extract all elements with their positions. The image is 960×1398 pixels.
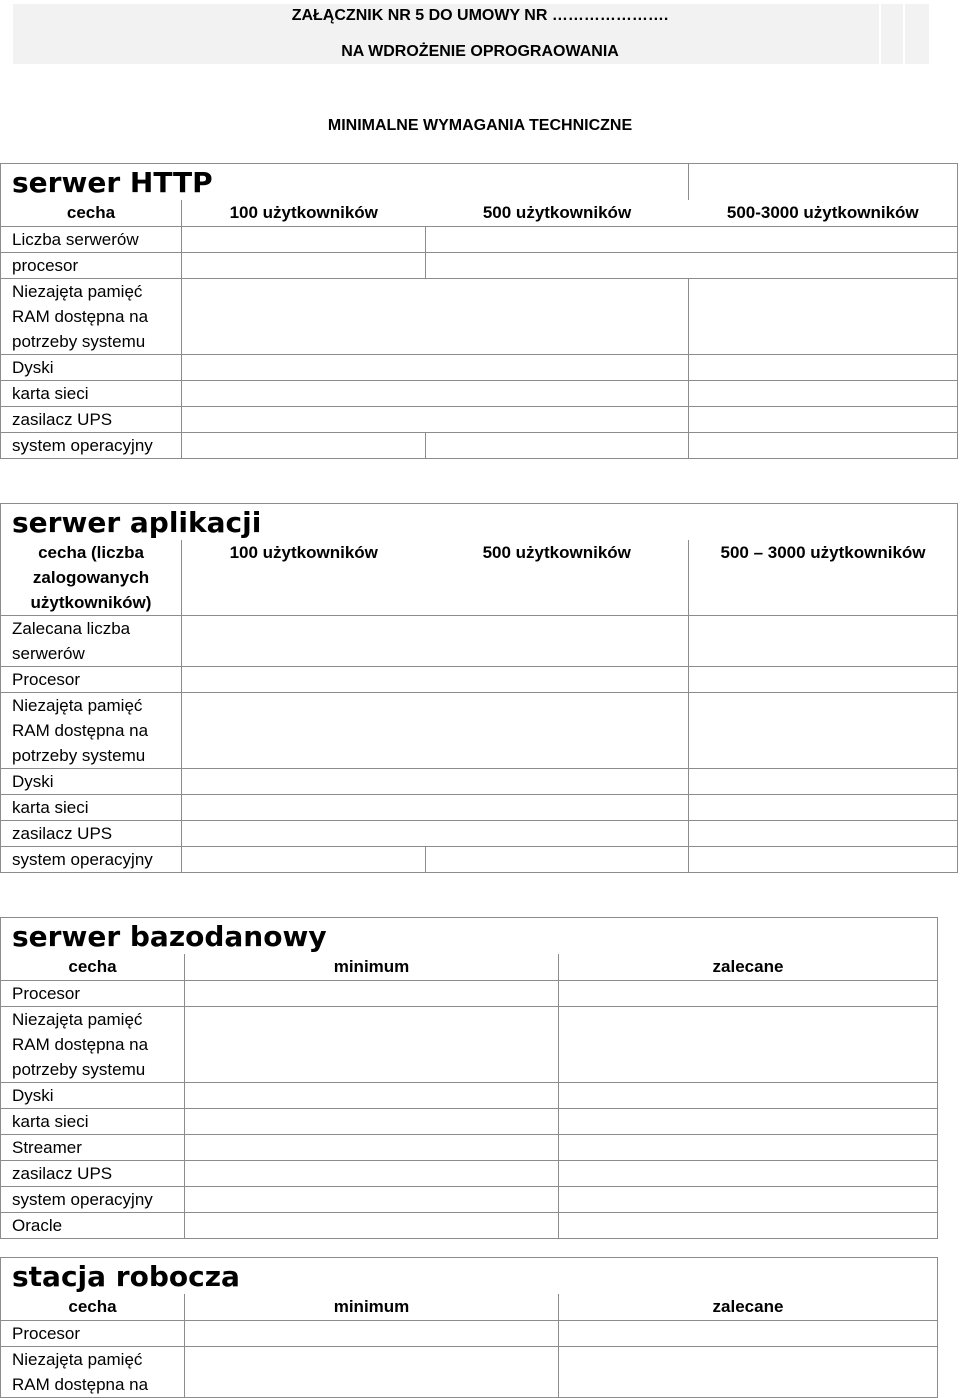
cell: [182, 847, 426, 873]
column-header: cecha (liczba zalogowanych użytkowników): [1, 540, 182, 616]
cell: [182, 354, 689, 380]
cell: [185, 1212, 559, 1238]
cell: [182, 226, 426, 252]
row-label: Oracle: [1, 1212, 185, 1238]
cell: [182, 380, 689, 406]
cell: [689, 380, 958, 406]
cell: [689, 278, 958, 354]
section-title: serwer aplikacji: [1, 504, 958, 541]
cell: [426, 847, 689, 873]
row-label: Niezajęta pamięć RAM dostępna na potrzeby systemu: [1, 1006, 185, 1082]
column-header: 100 użytkowników: [182, 540, 426, 616]
row-label: system operacyjny: [1, 847, 182, 873]
column-header: 500 użytkowników: [426, 200, 689, 226]
column-header: 100 użytkowników: [182, 200, 426, 226]
cell: [689, 769, 958, 795]
row-label: zasilacz UPS: [1, 821, 182, 847]
cell: [559, 1082, 938, 1108]
cell: [182, 432, 426, 458]
cell: [426, 432, 689, 458]
application-server-table: [0, 503, 958, 873]
cell: [689, 406, 958, 432]
cell: [426, 226, 958, 252]
row-label: Niezajęta pamięć RAM dostępna na potrzeby systemu: [1, 693, 182, 769]
implementation-title: NA WDROŻENIE OPROGRAOWANIA: [341, 43, 619, 60]
cell: [689, 847, 958, 873]
row-label: zasilacz UPS: [1, 1160, 185, 1186]
row-label: Zalecana liczba serwerów: [1, 616, 182, 667]
cell: [185, 1006, 559, 1082]
cell: [559, 1186, 938, 1212]
row-label: Dyski: [1, 1082, 185, 1108]
column-header: minimum: [185, 1294, 559, 1320]
row-label: Dyski: [1, 354, 182, 380]
column-header: cecha: [1, 1294, 185, 1320]
cell: [185, 1320, 559, 1346]
workstation-table: [0, 1257, 938, 1398]
database-server-table: [0, 917, 938, 1239]
header-cell: [689, 164, 958, 201]
cell: [559, 1320, 938, 1346]
cell: [689, 354, 958, 380]
cell: [182, 406, 689, 432]
row-label: Procesor: [1, 980, 185, 1006]
cell: [185, 1108, 559, 1134]
row-label: system operacyjny: [1, 1186, 185, 1212]
cell: [559, 1134, 938, 1160]
attachment-title: ZAŁĄCZNIK NR 5 DO UMOWY NR ………………….: [291, 7, 669, 24]
cell: [559, 1346, 938, 1397]
cell: [185, 980, 559, 1006]
column-header: 500 użytkowników: [426, 540, 689, 616]
row-label: karta sieci: [1, 380, 182, 406]
row-label: system operacyjny: [1, 432, 182, 458]
row-label: Niezajęta pamięć RAM dostępna na potrzeby systemu: [1, 278, 182, 354]
row-label: Procesor: [1, 667, 182, 693]
row-label: zasilacz UPS: [1, 406, 182, 432]
column-header: zalecane: [559, 954, 938, 980]
cell: [426, 252, 958, 278]
cell: [182, 795, 689, 821]
http-server-table: [0, 163, 958, 459]
cell: [185, 1346, 559, 1397]
column-header: minimum: [185, 954, 559, 980]
cell: [185, 1134, 559, 1160]
cell: [689, 667, 958, 693]
column-header: zalecane: [559, 1294, 938, 1320]
column-header: cecha: [1, 954, 185, 980]
cell: [185, 1160, 559, 1186]
cell: [182, 693, 689, 769]
cell: [689, 432, 958, 458]
cell: [689, 616, 958, 667]
row-label: Procesor: [1, 1320, 185, 1346]
column-header: 500-3000 użytkowników: [689, 200, 958, 226]
column-header: cecha: [1, 200, 182, 226]
cell: [689, 693, 958, 769]
cell: [182, 667, 689, 693]
cell: [689, 795, 958, 821]
cell: [559, 1160, 938, 1186]
section-title: serwer bazodanowy: [1, 918, 938, 955]
row-label: procesor: [1, 252, 182, 278]
section-title: serwer HTTP: [1, 164, 689, 201]
row-label: Streamer: [1, 1134, 185, 1160]
section-title: stacja robocza: [1, 1258, 938, 1295]
cell: [559, 1212, 938, 1238]
cell: [182, 278, 689, 354]
cell: [689, 821, 958, 847]
column-header: 500 – 3000 użytkowników: [689, 540, 958, 616]
cell: [182, 821, 689, 847]
cell: [185, 1186, 559, 1212]
cell: [559, 980, 938, 1006]
cell: [182, 769, 689, 795]
cell: [185, 1082, 559, 1108]
row-label: Niezajęta pamięć RAM dostępna na: [1, 1346, 185, 1397]
cell: [182, 252, 426, 278]
row-label: Liczba serwerów: [1, 226, 182, 252]
row-label: karta sieci: [1, 795, 182, 821]
cell: [182, 616, 689, 667]
row-label: karta sieci: [1, 1108, 185, 1134]
row-label: Dyski: [1, 769, 182, 795]
cell: [559, 1006, 938, 1082]
requirements-title: MINIMALNE WYMAGANIA TECHNICZNE: [327, 117, 633, 134]
cell: [559, 1108, 938, 1134]
